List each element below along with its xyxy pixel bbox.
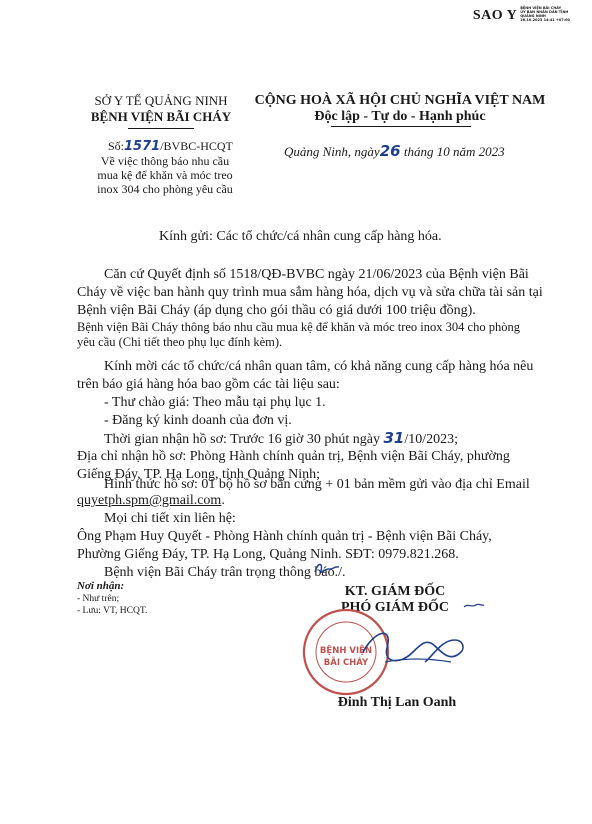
body-paragraph-line: Kính mời các tổ chức/cá nhân quan tâm, có khả năng cung cấp hàng hóa nêu xyxy=(104,359,534,374)
address-line: Địa chỉ nhận hồ sơ: Phòng Hành chính quản trị, Bệnh viện Bãi Cháy, phường xyxy=(77,449,510,464)
copy-stamp-line: ỦY BAN NHÂN DÂN TỈNH xyxy=(520,10,569,14)
national-name: CỘNG HOÀ XÃ HỘI CHỦ NGHĨA VIỆT NAM xyxy=(254,93,546,108)
agency-name: SỞ Y TẾ QUẢNG NINH xyxy=(94,93,228,108)
copy-stamp-line: 26.10.2023 14:41 +07:00 xyxy=(520,18,570,22)
number-suffix: /BVBC-HCQT xyxy=(160,139,233,153)
date-suffix: tháng 10 năm 2023 xyxy=(403,144,505,159)
body-paragraph-line: Căn cứ Quyết định số 1518/QĐ-BVBC ngày 21/06/2023 của Bệnh viện Bãi xyxy=(104,267,529,282)
address-line: Giếng Đáy, TP. Hạ Long, tỉnh Quảng Ninh; xyxy=(77,467,321,482)
initials-mark xyxy=(312,560,342,578)
copy-stamp-line: BỆNH VIỆN BÃI CHÁY xyxy=(520,6,562,10)
body-paragraph-line: Bệnh viện Bãi Cháy thông báo nhu cầu mua kệ để khăn và móc treo inox 304 cho phòng xyxy=(77,320,520,334)
header-divider-right xyxy=(331,126,471,127)
body-paragraph-line: Bệnh viện Bãi Cháy (áp dụng cho gói thầu có giá dưới 100 triệu đồng). xyxy=(77,303,476,318)
deadline-prefix: Thời gian nhận hồ sơ: Trước 16 giờ 30 phút ngày xyxy=(104,432,380,447)
signature-title-initials xyxy=(462,600,486,610)
body-paragraph-line: Cháy về việc ban hành quy trình mua sắm hàng hóa, dịch vụ và sửa chữa tài sản tại xyxy=(77,285,543,300)
seal-line: BÃI CHÁY xyxy=(323,658,369,668)
email-line xyxy=(77,492,225,509)
email-link[interactable]: quyetph.spm@gmail.com xyxy=(77,493,222,508)
document-number xyxy=(108,139,233,154)
recipients-title: Nơi nhận: xyxy=(77,580,125,592)
copy-stamp-label: SAO Y xyxy=(472,8,518,23)
closing-line: Bệnh viện Bãi Cháy trân trọng thông báo./. xyxy=(104,565,346,580)
contact-line: Ông Phạm Huy Quyết - Phòng Hành chính quản trị - Bệnh viện Bãi Cháy, xyxy=(77,529,492,544)
date-day-handwritten: 26 xyxy=(379,142,401,160)
subject-line: mua kệ để khăn và móc treo xyxy=(97,168,233,182)
subject-line: Về việc thông báo nhu cầu xyxy=(100,154,230,168)
date-line xyxy=(284,143,505,160)
handwritten-signature xyxy=(355,622,470,674)
national-motto: Độc lập - Tự do - Hạnh phúc xyxy=(314,109,486,124)
body-paragraph-line: trên báo giá hàng hóa bao gồm các tài liệu sau: xyxy=(77,377,340,392)
document-bullet: - Đăng ký kinh doanh của đơn vị. xyxy=(104,413,292,428)
copy-stamp-details xyxy=(520,6,570,22)
contact-line: Phường Giếng Đáy, TP. Hạ Long, Quảng Ninh. SĐT: 0979.821.268. xyxy=(77,547,459,562)
signer-name: Đinh Thị Lan Oanh xyxy=(337,695,457,710)
recipients-item: - Như trên; xyxy=(77,594,120,604)
document-bullet: - Thư chào giá: Theo mẫu tại phụ lục 1. xyxy=(104,395,326,410)
email-tail: . xyxy=(221,493,225,508)
contact-intro: Mọi chi tiết xin liên hệ: xyxy=(104,511,236,526)
number-prefix: Số: xyxy=(108,139,125,153)
signature-title-1: KT. GIÁM ĐỐC xyxy=(344,584,446,599)
organization-name: BỆNH VIỆN BÃI CHÁY xyxy=(90,109,232,124)
deadline-line xyxy=(104,430,458,448)
signature-title-2: PHÓ GIÁM ĐỐC xyxy=(340,600,450,615)
date-prefix: Quảng Ninh, ngày xyxy=(284,144,380,159)
copy-stamp-line: QUẢNG NINH xyxy=(520,14,546,18)
header-divider-left xyxy=(128,128,194,129)
number-handwritten: 1571 xyxy=(124,139,161,154)
seal-line: BỆNH VIỆN xyxy=(319,646,373,656)
recipient-line: Kính gửi: Các tổ chức/cá nhân cung cấp hàng hóa. xyxy=(159,229,442,244)
deadline-suffix: /10/2023; xyxy=(404,432,459,447)
subject-line: inox 304 cho phòng yêu cầu xyxy=(97,182,233,196)
form-line: Hình thức hồ sơ: 01 bộ hồ sơ bản cứng + 01 bản mềm gửi vào địa chỉ Email xyxy=(104,477,530,492)
copy-stamp xyxy=(473,6,570,24)
body-paragraph-line: yêu cầu (Chi tiết theo phụ lục đính kèm). xyxy=(77,335,283,349)
deadline-day-handwritten: 31 xyxy=(383,429,405,447)
recipients-item: - Lưu: VT, HCQT. xyxy=(77,606,148,616)
